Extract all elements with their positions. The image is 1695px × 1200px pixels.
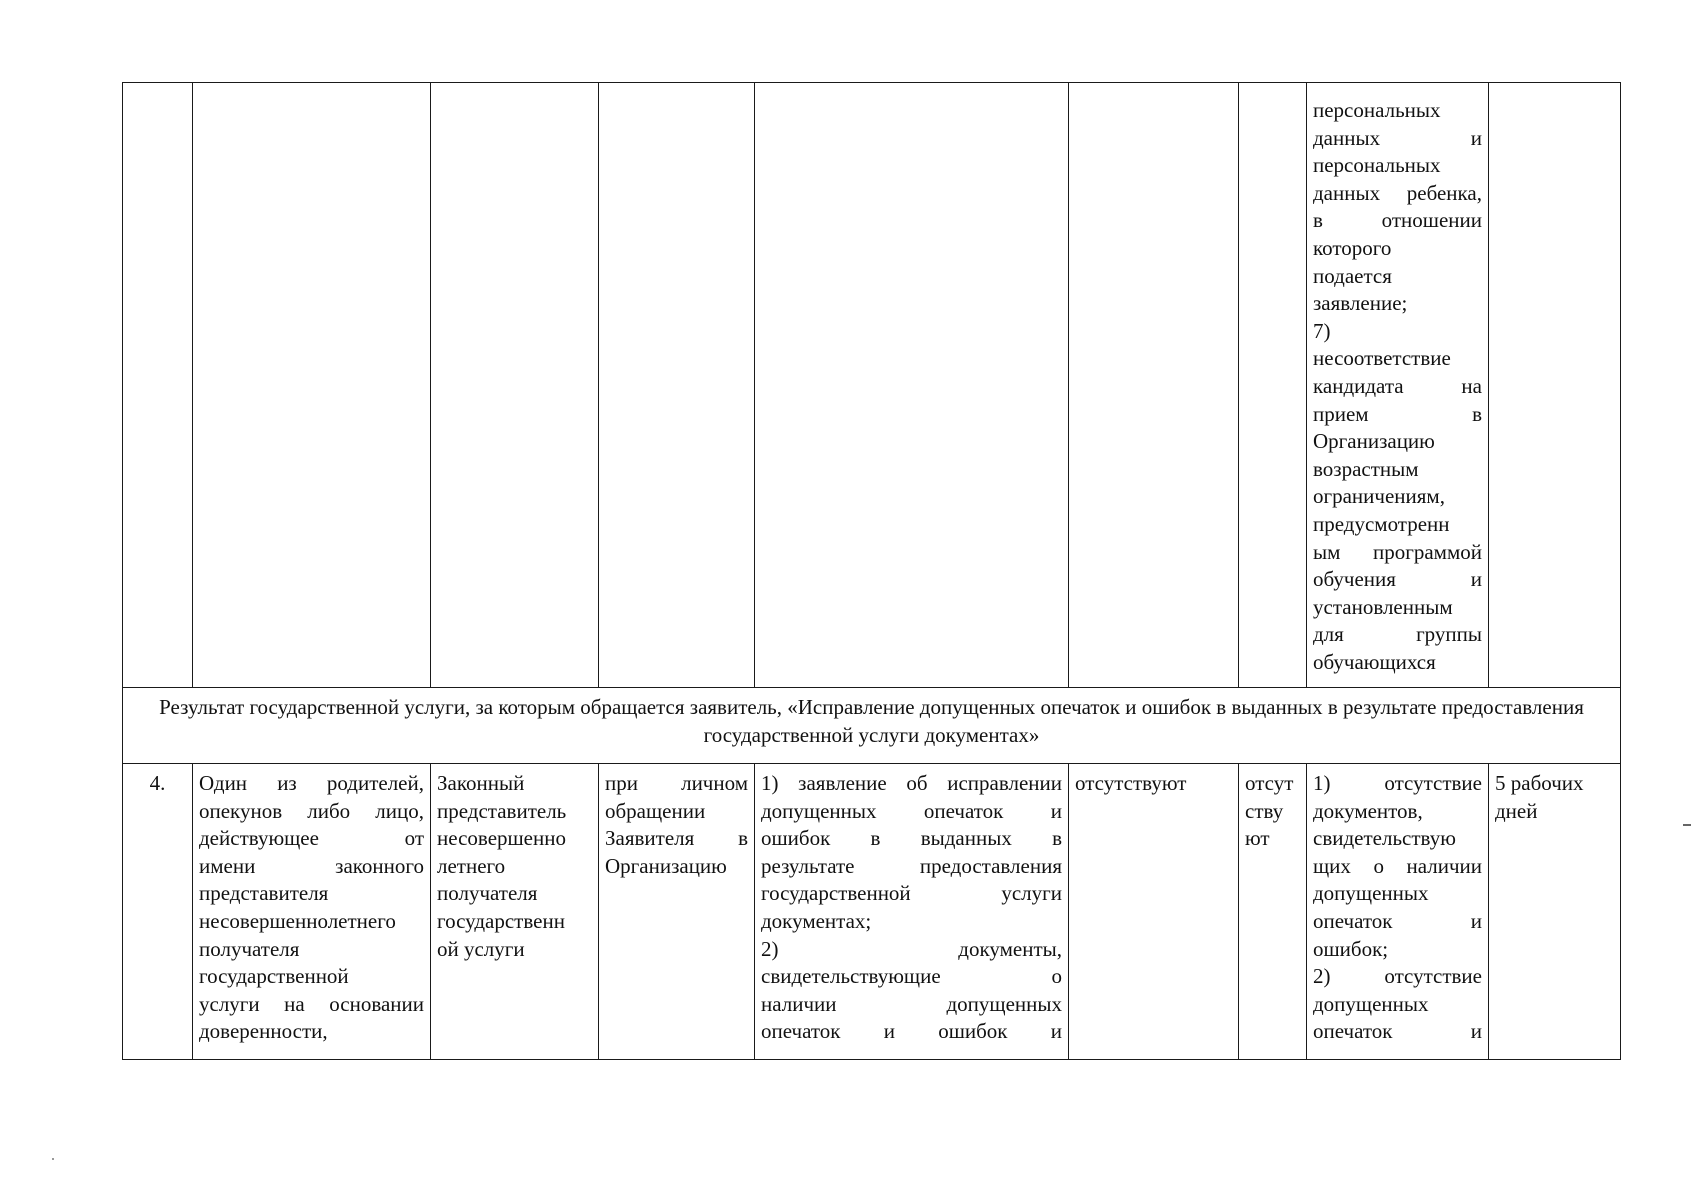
text-line: несовершеннолетнего: [199, 908, 396, 933]
text-line: летнего: [437, 853, 506, 878]
text-line: опечаток и: [1313, 908, 1482, 933]
services-table: [122, 82, 1621, 1060]
text-line: кандидата на: [1313, 373, 1482, 398]
text-line: отсут: [1245, 771, 1294, 795]
text-line: государственной: [199, 964, 349, 989]
text-line: прием в: [1313, 401, 1482, 426]
text-line: государственн: [437, 908, 565, 933]
text-line: получателя: [437, 881, 538, 906]
text-line: обучения и: [1313, 567, 1482, 592]
text-line: действующее от: [199, 826, 424, 851]
text-line: подается: [1313, 263, 1392, 288]
text-line: персональных: [1313, 153, 1441, 178]
text-line: 1) заявление об исправлении: [761, 771, 1062, 795]
text-line: опекунов либо лицо,: [199, 798, 424, 823]
text-line: ошибок;: [1313, 936, 1389, 961]
cell-method-empty: [599, 83, 755, 688]
cell-documents-empty: [755, 83, 1069, 688]
table-row-continuation: [123, 83, 1621, 688]
text-line: представителя: [199, 881, 329, 906]
text-line: обучающихся: [1313, 649, 1436, 674]
text-line: данных ребенка,: [1313, 180, 1482, 205]
text-line: которого: [1313, 235, 1392, 260]
text-line: опечаток и ошибок и: [761, 1019, 1062, 1044]
text-line: имени законного: [199, 853, 424, 878]
text-line: ой услуги: [437, 936, 525, 961]
text-line: возрастным: [1313, 456, 1419, 481]
result-header: Результат государственной услуги, за которым обращается заявитель, «Исправление допущенных опечаток и ошибок в выданных в результате предоставления государственной услуги документах»: [123, 688, 1621, 764]
text-line: заявление;: [1313, 291, 1408, 316]
text-line: щих о наличии: [1313, 853, 1482, 878]
cell-additional-documents: отсутствуют: [1069, 764, 1239, 1060]
cell-term: [1489, 764, 1621, 1060]
cell-num-empty: [123, 83, 193, 688]
scan-dot: [52, 1158, 54, 1160]
text-line: несоответствие: [1313, 346, 1451, 371]
text-line: 7): [1313, 318, 1331, 343]
text-line: для группы: [1313, 622, 1482, 647]
text-line: Один из родителей,: [199, 771, 424, 795]
cell-additional-empty: [1069, 83, 1239, 688]
cell-representative: [431, 764, 599, 1060]
cell-refusal-reasons: [1307, 83, 1489, 688]
text-line: ограничениям,: [1313, 484, 1445, 509]
cell-representative-empty: [431, 83, 599, 688]
text-line: обращении: [605, 798, 706, 823]
text-line: свидетельствующие о: [761, 964, 1062, 989]
text-line: свидетельствую: [1313, 826, 1456, 851]
text-line: ству: [1245, 798, 1284, 823]
text-line: представитель: [437, 798, 567, 823]
text-line: документах;: [761, 908, 872, 933]
text-line: Заявителя в: [605, 826, 748, 851]
text-line: Законный: [437, 771, 525, 795]
cell-refusal-reception-empty: [1239, 83, 1307, 688]
cell-refusal-reception: [1239, 764, 1307, 1060]
text-line: 1) отсутствие: [1313, 771, 1482, 795]
text-line: предусмотренн: [1313, 511, 1450, 536]
text-line: ошибок в выданных в: [761, 826, 1062, 851]
cell-row-number: 4.: [123, 764, 193, 1060]
text-line: ют: [1245, 826, 1270, 851]
table-row-result-header: [123, 688, 1621, 764]
text-line: наличии допущенных: [761, 991, 1062, 1016]
cell-submission-method: [599, 764, 755, 1060]
text-line: 5 рабочих: [1495, 771, 1584, 795]
text-line: государственной услуги: [761, 881, 1062, 906]
cell-term-empty: [1489, 83, 1621, 688]
text-line: услуги на основании: [199, 991, 424, 1016]
text-line: данных и: [1313, 125, 1482, 150]
text-line: результате предоставления: [761, 853, 1062, 878]
cell-applicant-empty: [193, 83, 431, 688]
cell-applicant-category: [193, 764, 431, 1060]
text-line: ым программой: [1313, 539, 1482, 564]
scan-margin-mark: [1683, 824, 1691, 826]
text-line: установленным: [1313, 594, 1453, 619]
text-line: доверенности,: [199, 1019, 328, 1044]
text-line: Организацию: [605, 853, 727, 878]
table-row-4: [123, 764, 1621, 1060]
text-line: допущенных опечаток и: [761, 798, 1062, 823]
text-line: в отношении: [1313, 208, 1482, 233]
text-line: опечаток и: [1313, 1019, 1482, 1044]
text-line: допущенных: [1313, 881, 1429, 906]
text-line: 2) документы,: [761, 936, 1062, 961]
text-line: 2) отсутствие: [1313, 964, 1482, 989]
text-line: при личном: [605, 771, 748, 795]
text-line: Организацию: [1313, 429, 1435, 454]
text-line: документов,: [1313, 798, 1423, 823]
text-line: получателя: [199, 936, 300, 961]
text-line: персональных: [1313, 98, 1441, 122]
text-line: дней: [1495, 798, 1538, 823]
cell-required-documents: [755, 764, 1069, 1060]
text-line: допущенных: [1313, 991, 1429, 1016]
cell-refusal-reasons-row4: [1307, 764, 1489, 1060]
text-line: несовершенно: [437, 826, 566, 851]
